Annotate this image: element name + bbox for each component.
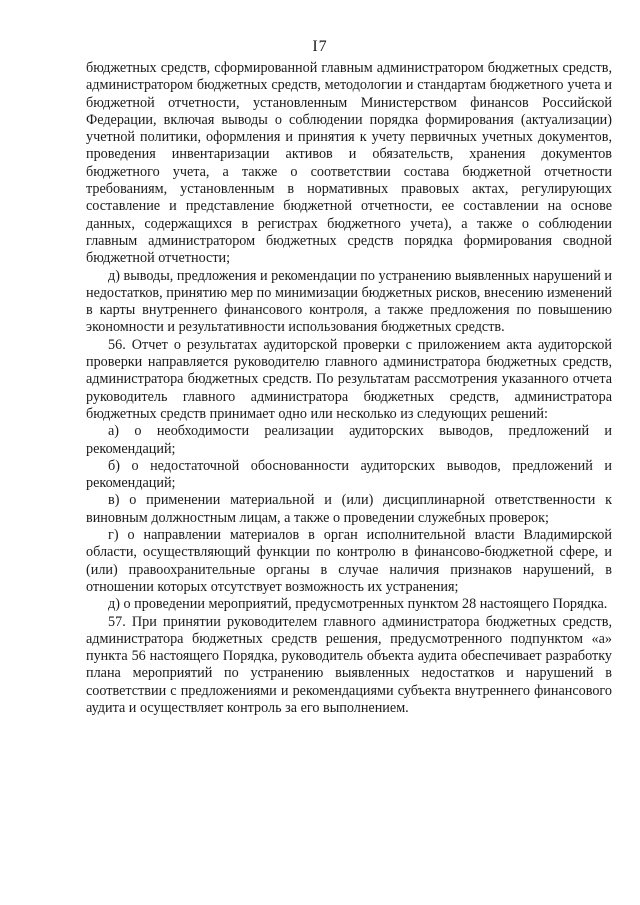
paragraph-56-d: д) о проведении мероприятий, предусмотренных пунктом 28 настоящего Порядка. bbox=[108, 596, 608, 613]
document-body bbox=[86, 60, 612, 717]
paragraph-continuation: бюджетных средств, сформированной главным администратором бюджетных средств, администратором бюджетных средств, методологии и стандартам бюджетного учета и бюджетной отчетности, установленным Министерством финансов Российской Федерации, включая выводы о соблюдении порядка формирования (актуализации) учетной политики, оформления и принятия к учету первичных учетных документов, проведения инвентаризации активов и обязательств, хранения документов бюджетного учета, а также о соответствии состава бюджетной отчетности требованиям, установленным в нормативных правовых актах, регулирующих составление и представление бюджетной отчетности, ее составлении на основе данных, содержащихся в регистрах бюджетного учета), а также о соблюдении главным администратором бюджетных средств порядка формирования сводной бюджетной отчетности; bbox=[86, 60, 612, 267]
paragraph-56-v: в) о применении материальной и (или) дисциплинарной ответственности к виновным должностным лицам, а также о проведении служебных проверок; bbox=[86, 492, 612, 526]
paragraph-56-g: г) о направлении материалов в орган исполнительной власти Владимирской области, осуществляющий функции по контролю в финансово-бюджетной сфере, и (или) правоохранительные органы в случае наличия признаков нарушений, в отношении которых отсутствует возможность их устранения; bbox=[86, 527, 612, 595]
paragraph-56: 56. Отчет о результатах аудиторской проверки с приложением акта аудиторской проверки направляется руководителю главного администратора бюджетных средств, администратора бюджетных средств. По результатам рассмотрения указанного отчета руководитель главного администратора бюджетных средств, администратора бюджетных средств принимает одно или несколько из следующих решений: bbox=[86, 336, 612, 422]
paragraph-56-a: а) о необходимости реализации аудиторских выводов, предложений и рекомендаций; bbox=[86, 423, 612, 457]
paragraph-56-b: б) о недостаточной обоснованности аудиторских выводов, предложений и рекомендаций; bbox=[86, 457, 612, 492]
paragraph-57: 57. При принятии руководителем главного администратора бюджетных средств, администратора бюджетных средств решения, предусмотренного подпунктом «а» пункта 56 настоящего Порядка, руководитель объекта аудита обеспечивает разработку плана мероприятий по устранению выявленных недостатков и нарушений в соответствии с предложениями и рекомендациями субъекта внутреннего финансового аудита и осуществляет контроль за его выполнением. bbox=[86, 613, 612, 716]
page-number: I7 bbox=[312, 38, 328, 55]
paragraph-d-conclusions: д) выводы, предложения и рекомендации по устранению выявленных нарушений и недостатков, принятию мер по минимизации бюджетных рисков, внесению изменений в карты внутреннего финансового контроля, а также предложения по повышению экономности и результативности использования бюджетных средств. bbox=[86, 267, 612, 336]
